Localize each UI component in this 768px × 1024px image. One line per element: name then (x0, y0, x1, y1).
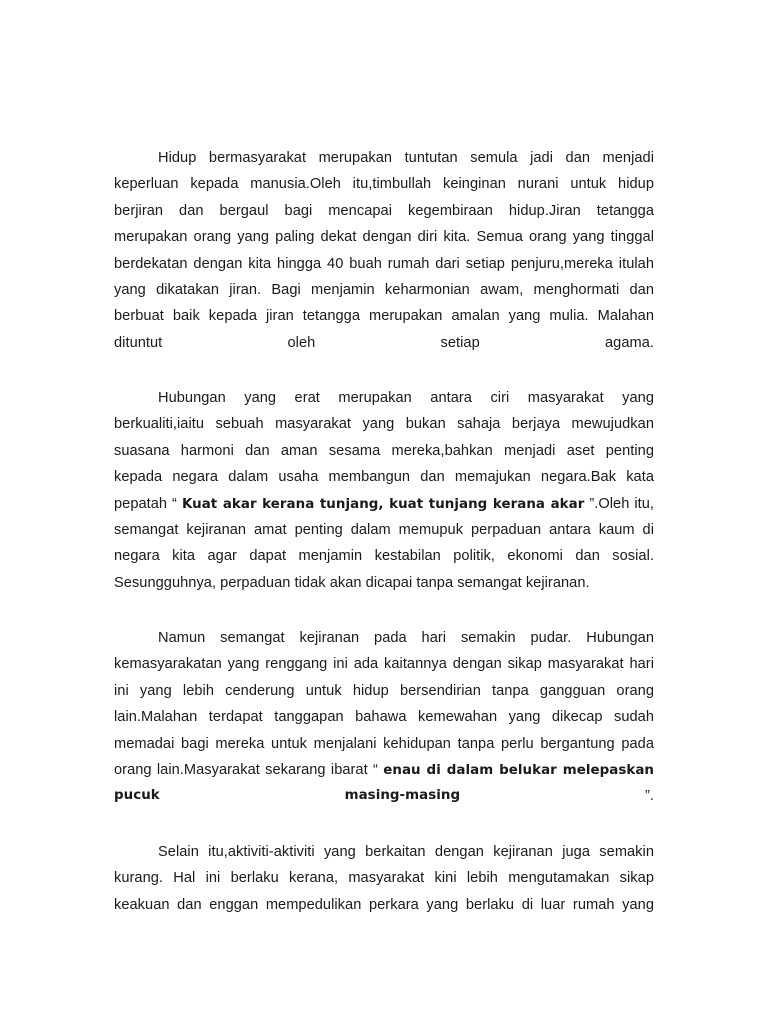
text-line: berkualiti,iaitu sebuah masyarakat yang bukan sahaja berjaya mewujudkan (114, 416, 654, 433)
text-line: lain.Malahan terdapat tanggapan bahawa kemewahan yang dikecap sudah (114, 709, 654, 726)
word: setiap (440, 334, 480, 351)
paragraph-1 (114, 145, 654, 356)
word: dituntut (114, 334, 163, 351)
text-line: Namun semangat kejiranan pada hari semakin pudar. Hubungan (158, 630, 654, 646)
proverb-bold: enau di dalam belukar melepaskan (383, 762, 654, 778)
text-line: Selain itu,aktiviti-aktiviti yang berkaitan dengan kejiranan juga semakin (158, 844, 654, 860)
text-line: kemasyarakatan yang renggang ini ada kaitannya dengan sikap masyarakat hari (114, 656, 654, 673)
word: agama. (604, 334, 654, 351)
proverb-bold-word: pucuk (114, 788, 160, 804)
text-segment: orang lain.Masyarakat sekarang ibarat “ (114, 761, 384, 778)
text-segment: pepatah “ (114, 495, 182, 512)
proverb-bold: Kuat akar kerana tunjang, kuat tunjang kerana akar (181, 496, 585, 512)
text-line: yang dikatakan jiran. Bagi menjamin keharmonian awam, menghormati dan (114, 281, 654, 298)
closing-quote: ”. (644, 788, 654, 805)
text-line: berdekatan dengan kita hingga 40 buah rumah dari setiap penjuru,mereka itulah (114, 255, 654, 272)
text-line: kurang. Hal ini berlaku kerana, masyarakat kini lebih mengutamakan sikap (114, 870, 654, 887)
text-line-spread (114, 330, 654, 356)
paragraph-2 (114, 385, 654, 596)
text-line: Sesungguhnya, perpaduan tidak akan dicapai tanpa semangat kejiranan. (114, 574, 590, 591)
paragraph-3 (114, 625, 654, 810)
text-line: Hubungan yang erat merupakan antara ciri masyarakat yang (158, 390, 654, 406)
text-line: memadai bagi mereka untuk menjalani kehidupan tanpa perlu bergantung pada (114, 735, 654, 752)
text-line-spread (114, 783, 654, 809)
text-line-with-quote (114, 491, 654, 517)
text-line: berjiran dan bergaul bagi mencapai kegembiraan hidup.Jiran tetangga (114, 202, 654, 219)
text-line: keperluan kepada manusia.Oleh itu,timbullah keinginan nurani untuk hidup (114, 176, 654, 193)
text-line: negara kita agar dapat menjamin kestabilan politik, ekonomi dan sosial. (114, 548, 654, 565)
paragraph-4 (114, 839, 654, 918)
text-line: kepada negara dalam usaha membangun dan memajukan negara.Bak kata (114, 469, 654, 486)
word: oleh (287, 334, 316, 351)
text-line-with-quote (114, 757, 654, 783)
text-line: berbuat baik kepada jiran tetangga merupakan amalan yang mulia. Malahan (114, 308, 654, 325)
text-line: semangat kejiranan amat penting dalam memupuk perpaduan antara kaum di (114, 521, 654, 538)
proverb-bold-word: masing-masing (344, 788, 461, 804)
text-line: suasana harmoni dan aman sesama mereka,bahkan menjadi aset penting (114, 442, 654, 459)
text-line: merupakan orang yang paling dekat dengan diri kita. Semua orang yang tinggal (114, 229, 654, 246)
text-line: ini yang lebih cenderung untuk hidup bersendirian tanpa gangguan orang (114, 682, 654, 699)
text-line: keakuan dan enggan mempedulikan perkara yang berlaku di luar rumah yang (114, 896, 654, 913)
text-line: Hidup bermasyarakat merupakan tuntutan semula jadi dan menjadi (158, 150, 654, 166)
text-segment: ”.Oleh itu, (584, 495, 654, 512)
